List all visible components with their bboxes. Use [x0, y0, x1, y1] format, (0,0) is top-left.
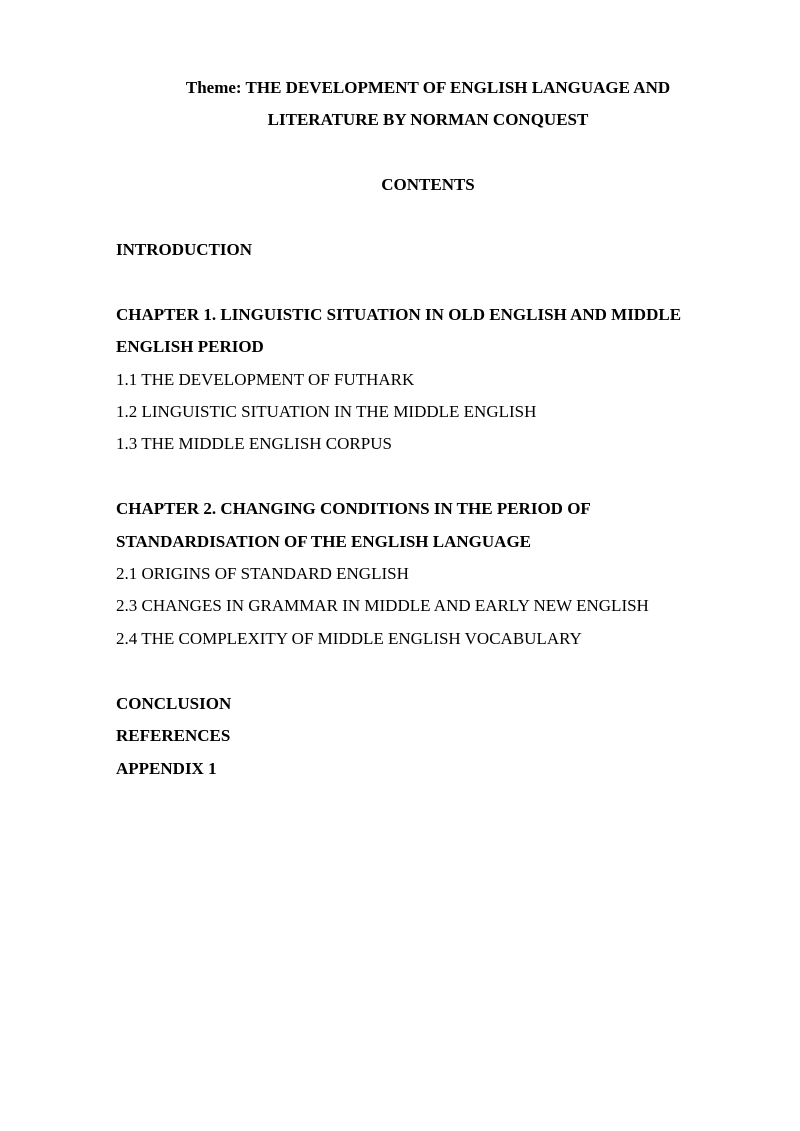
theme-line-2: LITERATURE BY NORMAN CONQUEST: [267, 110, 589, 129]
contents-heading: CONTENTS: [381, 175, 475, 194]
toc-appendix-1: APPENDIX 1: [116, 759, 217, 778]
toc-introduction: INTRODUCTION: [116, 240, 253, 259]
toc-conclusion: CONCLUSION: [116, 694, 232, 713]
toc-references: REFERENCES: [116, 726, 231, 745]
toc-section-2-1: 2.1 ORIGINS OF STANDARD ENGLISH: [116, 564, 409, 583]
toc-section-2-3: 2.3 CHANGES IN GRAMMAR IN MIDDLE AND EARLY NEW ENGLISH: [116, 596, 649, 615]
toc-chapter-2-title-line-1: CHAPTER 2. CHANGING CONDITIONS IN THE PERIOD OF: [116, 499, 591, 518]
toc-chapter-2-title-line-2: STANDARDISATION OF THE ENGLISH LANGUAGE: [116, 532, 532, 551]
toc-chapter-1-title-line-2: ENGLISH PERIOD: [116, 337, 264, 356]
toc-section-2-4: 2.4 THE COMPLEXITY OF MIDDLE ENGLISH VOCABULARY: [116, 629, 582, 648]
toc-section-1-1: 1.1 THE DEVELOPMENT OF FUTHARK: [116, 370, 415, 389]
theme-line-1: Theme: THE DEVELOPMENT OF ENGLISH LANGUAGE AND: [185, 78, 671, 97]
toc-chapter-1-title-line-1: CHAPTER 1. LINGUISTIC SITUATION IN OLD ENGLISH AND MIDDLE: [116, 305, 682, 324]
document-theme: [0, 72, 800, 136]
toc-section-1-2: 1.2 LINGUISTIC SITUATION IN THE MIDDLE ENGLISH: [116, 402, 537, 421]
toc-section-1-3: 1.3 THE MIDDLE ENGLISH CORPUS: [116, 434, 392, 453]
